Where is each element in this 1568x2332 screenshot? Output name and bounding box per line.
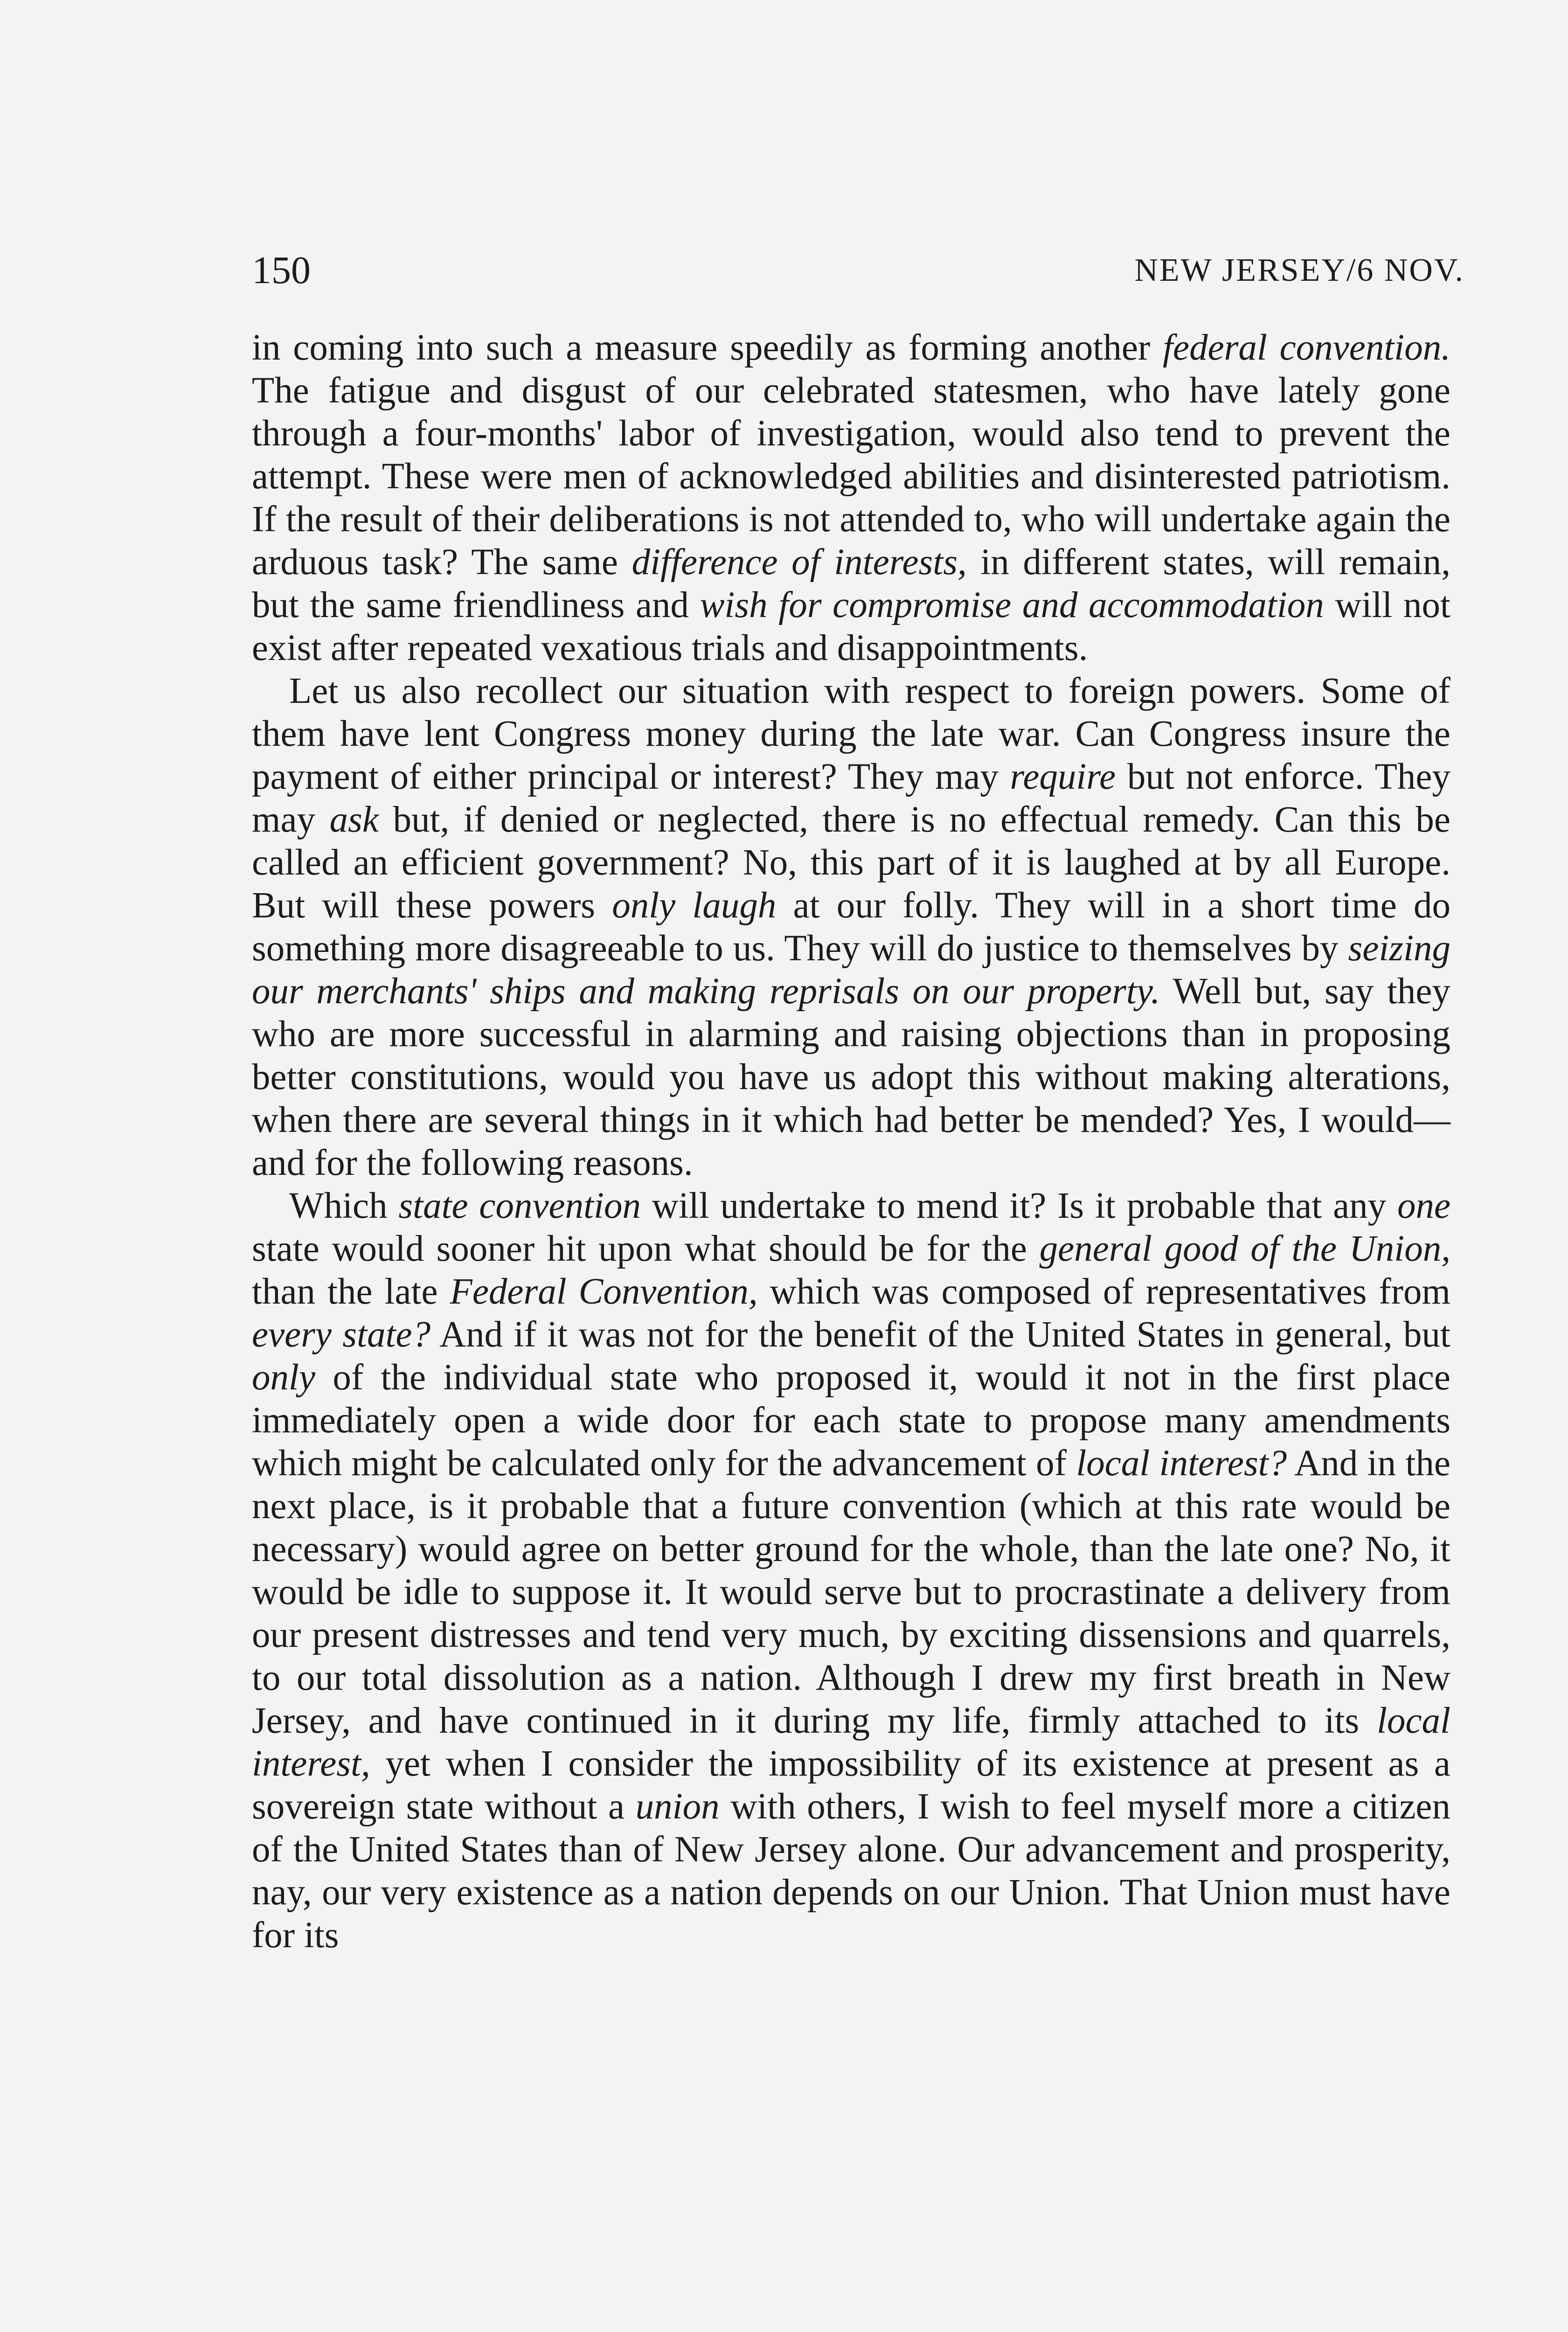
- text-run: but not enforce. They may: [252, 757, 1450, 840]
- text-run: at our folly. They will in a short time do something more disagreeable to us. They will do justice to themselves by: [252, 885, 1450, 969]
- text-run: of the individual state who proposed it, would it not in the first place immediately open a wide door for each state to propose many amendments which might be calculated only for the advancement of: [252, 1357, 1450, 1484]
- italic-text-run: seizing our merchants' ships and making reprisals on our property.: [252, 928, 1450, 1012]
- text-run: with others, I wish to feel myself more a citizen of the United States than of New Jersey alone. Our advancement and prosperity, nay, our very existence as a nation depends on our Union. That Union must have for its: [252, 1786, 1450, 1956]
- text-run: will undertake to mend it? Is it probable that any: [641, 1186, 1397, 1226]
- text-run: Which: [289, 1186, 399, 1226]
- text-run: than the late: [252, 1271, 450, 1312]
- text-run: yet when I consider the impossibility of its existence at present as a sovereign state without a: [252, 1743, 1450, 1827]
- text-run: Let us also recollect our situation with respect to foreign powers. Some of them have lent Congress money during the late war. Can Congress insure the payment of either principal or interest? They may: [252, 671, 1450, 797]
- text-run: which was composed of representatives from: [757, 1271, 1450, 1312]
- italic-text-run: require: [1010, 757, 1116, 797]
- italic-text-run: general good of the Union,: [1039, 1228, 1450, 1269]
- paragraph: [252, 1185, 1450, 1957]
- page-number: 150: [252, 249, 311, 292]
- text-run: in coming into such a measure speedily as forming another: [252, 327, 1163, 368]
- text-run: in different states, will remain, but the same friendliness and: [252, 542, 1451, 625]
- italic-text-run: one: [1397, 1186, 1451, 1226]
- paragraph: [252, 670, 1450, 1185]
- italic-text-run: only laugh: [612, 885, 777, 926]
- italic-text-run: Federal Convention,: [450, 1271, 758, 1312]
- italic-text-run: union: [635, 1786, 720, 1827]
- text-run: And if it was not for the benefit of the United States in general, but: [430, 1314, 1450, 1355]
- italic-text-run: local interest,: [252, 1700, 1450, 1784]
- text-run: but, if denied or neglected, there is no effectual remedy. Can this be called an efficient government? No, this part of it is laughed at by all Europe. But will these powers: [252, 799, 1450, 926]
- italic-text-run: every state?: [252, 1314, 431, 1355]
- italic-text-run: only: [252, 1357, 316, 1398]
- text-run: will not exist after repeated vexatious trials and disappointments.: [252, 585, 1450, 668]
- text-run: state would sooner hit upon what should be for the: [252, 1228, 1040, 1269]
- body-text: [252, 326, 1450, 1957]
- italic-text-run: wish for compromise and accommodation: [700, 585, 1324, 625]
- italic-text-run: local interest?: [1076, 1443, 1287, 1484]
- text-run: Well but, say they who are more successful in alarming and raising objections than in proposing better constitutions, would you have us adopt this without making alterations, when there are several things in it which had better be mended? Yes, I would—and for the following reasons.: [252, 971, 1450, 1183]
- running-title: NEW JERSEY/6 NOV.: [1134, 252, 1464, 288]
- text-run: The fatigue and disgust of our celebrated statesmen, who have lately gone through a four-months' labor of investigation, would also tend to prevent the attempt. These were men of acknowledged abilities and disinterested patriotism. If the result of their deliberations is not attended to, who will undertake again the arduous task? The same: [252, 370, 1450, 583]
- text-run: And in the next place, is it probable that a future convention (which at this rate would be necessary) would agree on better ground for the whole, than the late one? No, it would be idle to suppose it. It would serve but to procrastinate a delivery from our present distresses and tend very much, by exciting dissensions and quarrels, to our total dissolution as a nation. Although I drew my first breath in New Jersey, and have continued in it during my life, firmly attached to its: [252, 1443, 1451, 1741]
- running-head: [252, 243, 1464, 298]
- italic-text-run: ask: [329, 799, 379, 840]
- italic-text-run: state convention: [398, 1186, 641, 1226]
- italic-text-run: federal convention.: [1163, 327, 1450, 368]
- paragraph: [252, 326, 1450, 670]
- italic-text-run: difference of interests,: [631, 542, 967, 583]
